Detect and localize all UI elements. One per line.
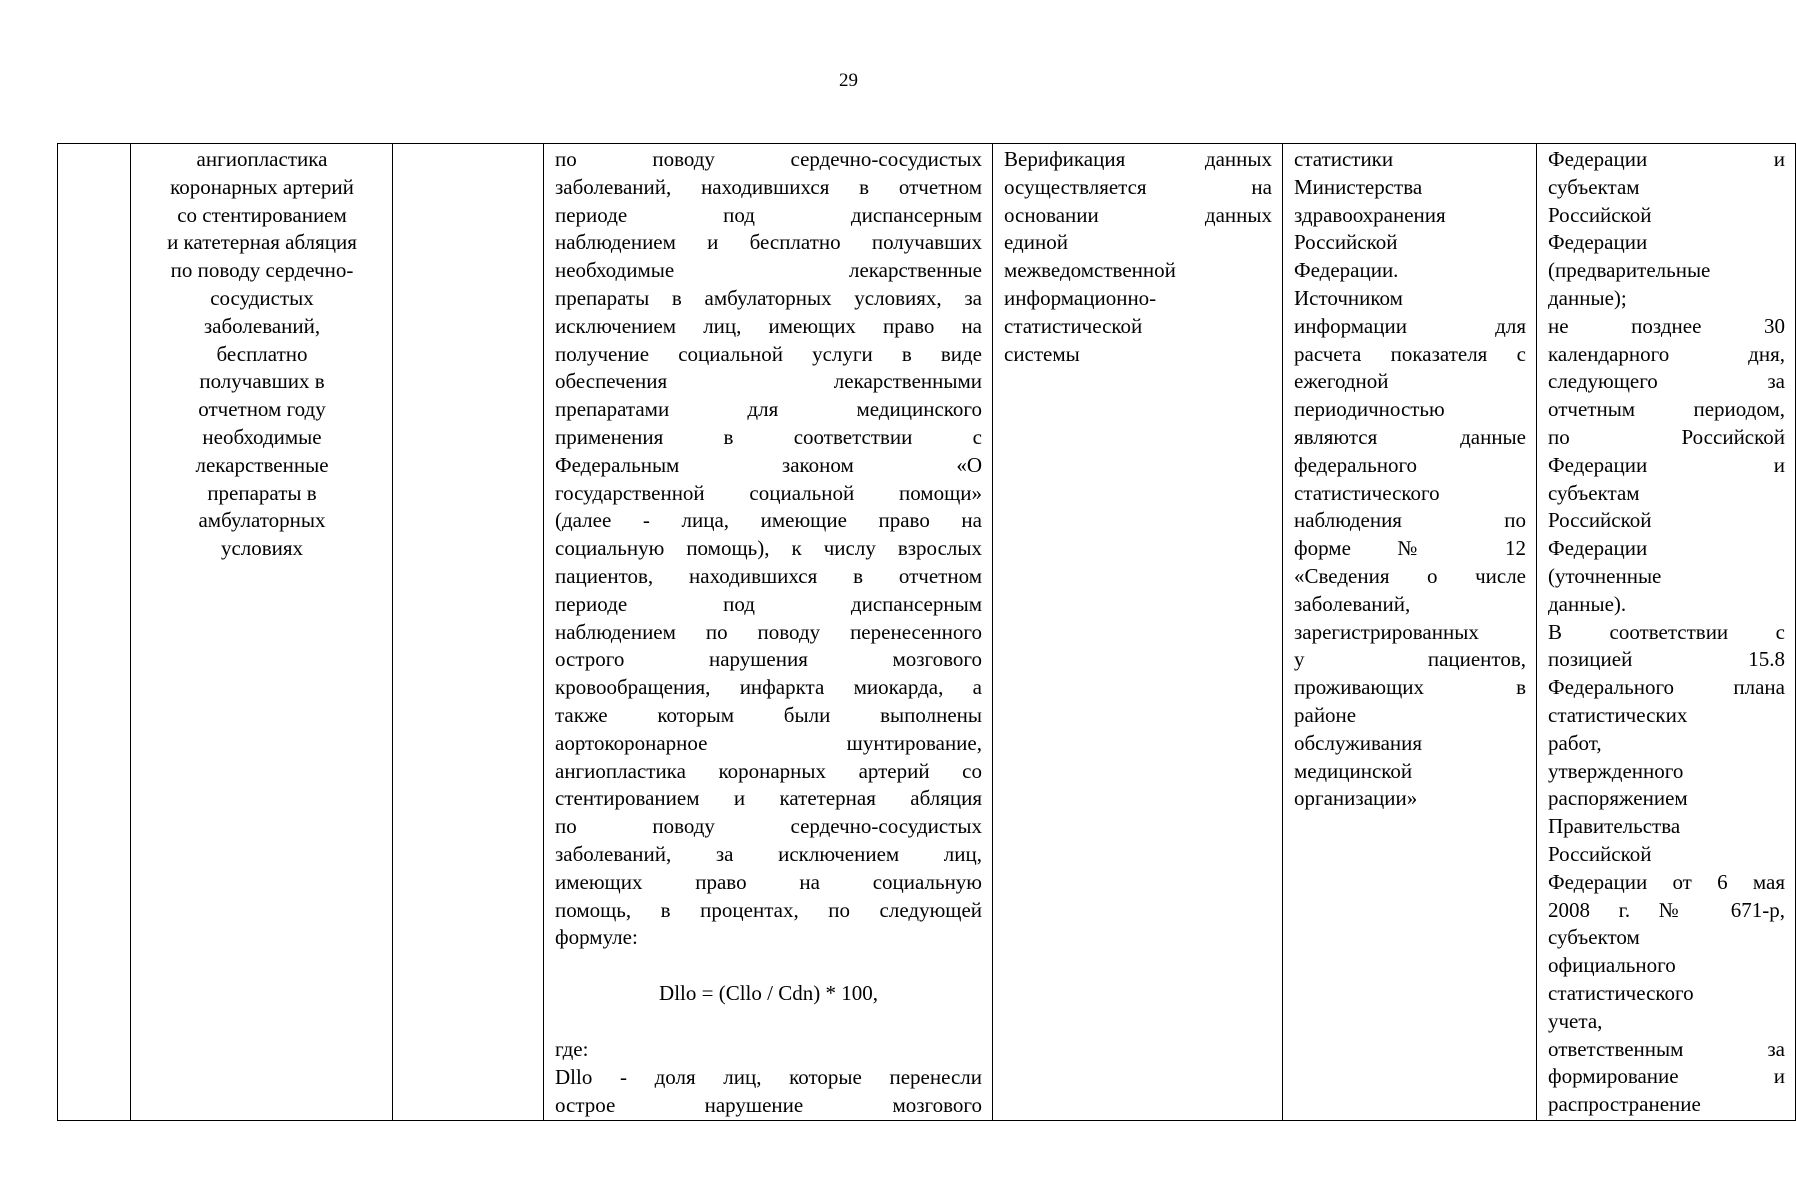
- text-line: стентированием и катетерная абляция: [555, 786, 982, 811]
- table-cell-source: [1283, 144, 1537, 1121]
- text-line: районе: [1294, 702, 1357, 727]
- text-line: Российской: [1294, 230, 1398, 255]
- text-line: наблюдением по поводу перенесенного: [555, 619, 982, 644]
- text-line: Источником: [1294, 285, 1403, 310]
- text-line: социальную помощь), к числу взрослых: [555, 536, 982, 561]
- text-line: (уточненные: [1548, 563, 1662, 588]
- text-line: данные).: [1548, 591, 1627, 616]
- source-text: [1294, 146, 1526, 813]
- text-line: зарегистрированных: [1294, 619, 1479, 644]
- text-line: субъектом: [1548, 925, 1640, 950]
- text-line: распространение: [1548, 1092, 1701, 1117]
- text-line: ежегодной: [1294, 369, 1389, 394]
- deadline-text: [1548, 146, 1785, 1119]
- text-line: форме № 12: [1294, 536, 1526, 561]
- text-line: статистических: [1548, 702, 1688, 727]
- table-cell-deadline: [1537, 144, 1796, 1121]
- text-line: препараты в амбулаторных условиях, за: [555, 285, 982, 310]
- text-line: здравоохранения: [1294, 202, 1446, 227]
- text-line: периоде под диспансерным: [555, 202, 982, 227]
- text-line: государственной социальной помощи»: [555, 480, 982, 505]
- text-line: пациентов, находившихся в отчетном: [555, 563, 982, 588]
- text-line: препаратами для медицинского: [555, 397, 982, 422]
- text-line: необходимые: [202, 424, 322, 449]
- text-line: Dllo - доля лиц, которые перенесли: [555, 1064, 982, 1089]
- text-line: системы: [1004, 341, 1080, 366]
- text-line: бесплатно: [216, 341, 308, 366]
- text-line: статистического: [1548, 980, 1694, 1005]
- text-line: Федерации: [1548, 230, 1648, 255]
- indicator-name-text: [142, 146, 382, 563]
- text-line: 2008 г. № 671-р,: [1548, 897, 1785, 922]
- text-line: распоряжением: [1548, 786, 1688, 811]
- text-line: единой: [1004, 230, 1068, 255]
- text-line: федерального: [1294, 452, 1418, 477]
- text-line: работ,: [1548, 730, 1602, 755]
- text-line: информационно-: [1004, 285, 1157, 310]
- text-line: исключением лиц, имеющих право на: [555, 313, 982, 338]
- text-line: В соответствии с: [1548, 619, 1785, 644]
- indicator-table: [57, 143, 1796, 1121]
- text-line: помощь, в процентах, по следующей: [555, 897, 982, 922]
- text-line: формуле:: [555, 925, 638, 950]
- text-line: не позднее 30: [1548, 313, 1785, 338]
- text-line: Федерации: [1548, 536, 1648, 561]
- text-line: применения в соответствии с: [555, 424, 982, 449]
- text-line: по поводу сердечно-сосудистых: [555, 147, 982, 171]
- text-line: амбулаторных: [198, 508, 326, 533]
- table-cell-verification: [993, 144, 1283, 1121]
- text-line: межведомственной: [1004, 258, 1176, 283]
- text-line: (предварительные: [1548, 258, 1711, 283]
- text-line: Российской: [1548, 508, 1652, 533]
- text-line: коронарных артерий: [170, 174, 354, 199]
- text-line: статистики: [1294, 147, 1394, 171]
- text-line: информации для: [1294, 313, 1526, 338]
- text-line: у пациентов,: [1294, 647, 1526, 672]
- text-line: являются данные: [1294, 424, 1526, 449]
- text-line: Федерального плана: [1548, 675, 1785, 700]
- text-line: формирование и: [1548, 1064, 1785, 1089]
- text-line: субъектам: [1548, 480, 1640, 505]
- text-line: «Сведения о числе: [1294, 563, 1526, 588]
- text-line: отчетном году: [198, 397, 326, 422]
- table-row: [58, 144, 1796, 1121]
- text-line: имеющих право на социальную: [555, 869, 982, 894]
- text-line: острого нарушения мозгового: [555, 647, 982, 672]
- text-line: данные);: [1548, 285, 1627, 310]
- formula: Dllo = (Cllo / Cdn) * 100,: [659, 981, 878, 1006]
- text-line: Федерации и: [1548, 147, 1785, 171]
- text-line: Министерства: [1294, 174, 1423, 199]
- table-cell-methodology: [544, 144, 993, 1121]
- text-line: заболеваний,: [1294, 591, 1411, 616]
- text-line: статистической: [1004, 313, 1143, 338]
- text-line: наблюдением и бесплатно получавших: [555, 230, 982, 255]
- text-line: учета,: [1548, 1008, 1603, 1033]
- table-cell-number: [58, 144, 131, 1121]
- text-line: осуществляется на: [1004, 174, 1272, 199]
- where-label: где:: [555, 1036, 589, 1061]
- text-line: получение социальной услуги в виде: [555, 341, 982, 366]
- text-line: кровообращения, инфаркта миокарда, а: [555, 675, 982, 700]
- table-cell-indicator-name: [131, 144, 393, 1121]
- text-line: условиях: [220, 536, 304, 561]
- text-line: по Российской: [1548, 424, 1785, 449]
- text-line: Федерации от 6 мая: [1548, 869, 1785, 894]
- text-line: отчетным периодом,: [1548, 397, 1785, 422]
- text-line: Федерации и: [1548, 452, 1785, 477]
- text-line: обслуживания: [1294, 730, 1423, 755]
- text-line: острое нарушение мозгового: [555, 1092, 982, 1117]
- verification-text: [1004, 146, 1272, 368]
- methodology-paragraph: [555, 146, 982, 952]
- text-line: утвержденного: [1548, 758, 1684, 783]
- text-line: Верификация данных: [1004, 147, 1272, 171]
- text-line: проживающих в: [1294, 675, 1526, 700]
- text-line: медицинской: [1294, 758, 1413, 783]
- text-line: заболеваний,: [203, 313, 321, 338]
- text-line: следующего за: [1548, 369, 1785, 394]
- text-line: также которым были выполнены: [555, 702, 982, 727]
- text-line: заболеваний, за исключением лиц,: [555, 841, 982, 866]
- text-line: Правительства: [1548, 814, 1681, 839]
- text-line: официального: [1548, 953, 1676, 978]
- text-line: Российской: [1548, 841, 1652, 866]
- text-line: основании данных: [1004, 202, 1272, 227]
- text-line: обеспечения лекарственными: [555, 369, 982, 394]
- text-line: со стентированием: [177, 202, 347, 227]
- text-line: ответственным за: [1548, 1036, 1785, 1061]
- text-line: по поводу сердечно-сосудистых: [555, 814, 982, 839]
- text-line: периоде под диспансерным: [555, 591, 982, 616]
- text-line: ангиопластика: [196, 147, 328, 171]
- text-line: статистического: [1294, 480, 1440, 505]
- text-line: субъектам: [1548, 174, 1640, 199]
- text-line: Федеральным законом «О: [555, 452, 982, 477]
- text-line: получавших в: [199, 369, 325, 394]
- text-line: ангиопластика коронарных артерий со: [555, 758, 982, 783]
- text-line: календарного дня,: [1548, 341, 1785, 366]
- text-line: периодичностью: [1294, 397, 1445, 422]
- text-line: необходимые лекарственные: [555, 258, 982, 283]
- text-line: Федерации.: [1294, 258, 1399, 283]
- text-line: расчета показателя с: [1294, 341, 1526, 366]
- table-cell-unit: [393, 144, 544, 1121]
- text-line: препараты в: [207, 480, 317, 505]
- text-line: лекарственные: [195, 452, 329, 477]
- text-line: Российской: [1548, 202, 1652, 227]
- text-line: наблюдения по: [1294, 508, 1526, 533]
- text-line: заболеваний, находившихся в отчетном: [555, 174, 982, 199]
- page-number: 29: [839, 70, 858, 91]
- text-line: и катетерная абляция: [167, 230, 357, 255]
- text-line: позицией 15.8: [1548, 647, 1785, 672]
- formula-explanation: [555, 1064, 982, 1120]
- text-line: организации»: [1294, 786, 1418, 811]
- text-line: (далее - лица, имеющие право на: [555, 508, 982, 533]
- text-line: по поводу сердечно-: [170, 258, 354, 283]
- text-line: аортокоронарное шунтирование,: [555, 730, 982, 755]
- text-line: сосудистых: [210, 285, 314, 310]
